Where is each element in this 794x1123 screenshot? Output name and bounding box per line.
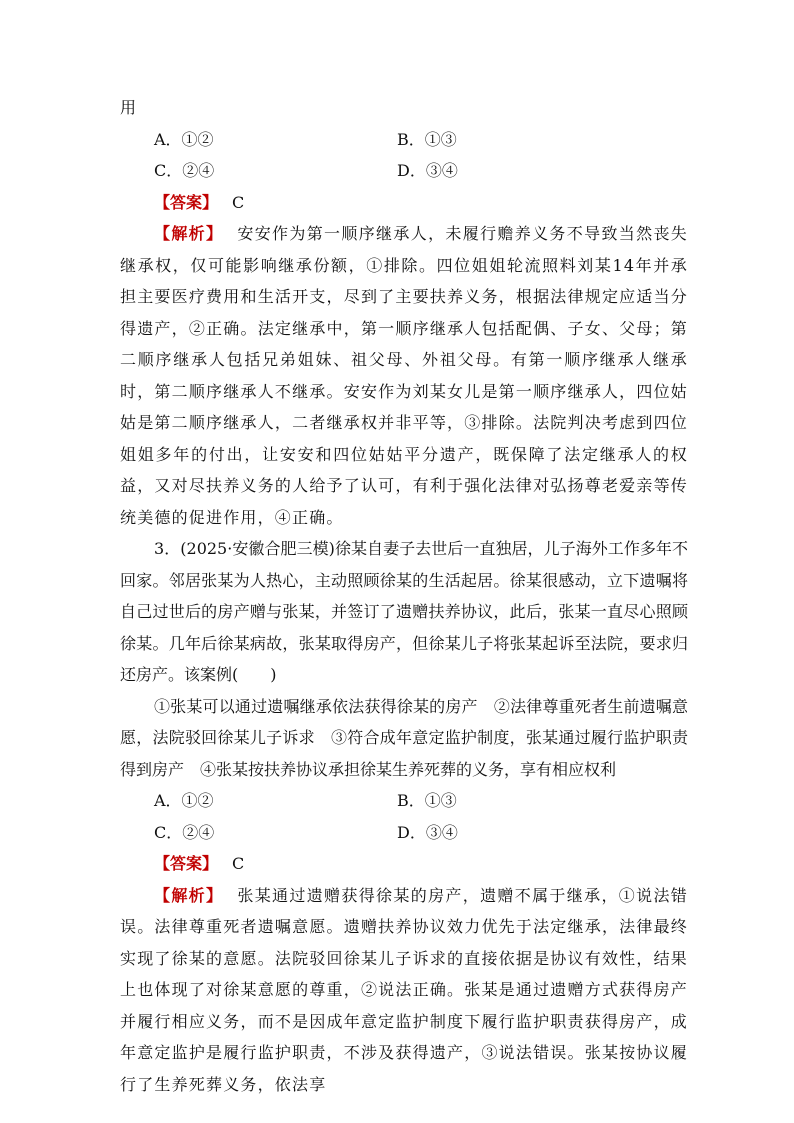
q3-explain-tag: 【解析】 <box>154 885 224 905</box>
q2-option-b: B．①③ <box>397 129 457 149</box>
q3-stem: 3．(2025·安徽合肥三模)徐某自妻子去世后一直独居，儿子海外工作多年不回家。邻居张某为人热心，主动照顾徐某的生活起居。徐某很感动，立下遗嘱将自己过世后的房产赠与张某，并签订了遗赠扶养协议，此后，张某一直尽心照顾徐某。几年后徐某病故，张某取得房产，但徐某儿子将张某起诉至法院，要求归还房产。该案例( ) <box>120 539 688 684</box>
q3-option-c: C．②④ <box>154 822 215 842</box>
q2-options-row-1 <box>120 124 688 156</box>
q2-explain-tag: 【解析】 <box>154 224 224 243</box>
q2-explanation-text: 安安作为第一顺序继承人，未履行赡养义务不导致当然丧失继承权，仅可能影响继承份额，①排除。四位姐姐轮流照料刘某14年并承担主要医疗费用和生活开支，尽到了主要扶养义务，根据法律规定应适当分得遗产，②正确。法定继承中，第一顺序继承人包括配偶、子女、父母；第二顺序继承人包括兄弟姐妹、祖父母、外祖父母。有第一顺序继承人继承时，第二顺序继承人不继承。安安作为刘某女儿是第一顺序继承人，四位姑姑是第二顺序继承人，二者继承权并非平等，③排除。法院判决考虑到四位姐姐多年的付出，让安安和四位姑姑平分遗产，既保障了法定继承人的权益，又对尽扶养义务的人给予了认可，有利于强化法律对弘扬尊老爱亲等传统美德的促进作用，④正确。 <box>120 224 688 527</box>
q3-statements: ①张某可以通过遗嘱继承依法获得徐某的房产 ②法律尊重死者生前遗嘱意愿，法院驳回徐某儿子诉求 ③符合成年意定监护制度，张某通过履行监护职责得到房产 ④张某按扶养协议承担徐某生养死葬的义务，享有相应权利 <box>120 696 688 779</box>
q3-explanation-text: 张某通过遗赠获得徐某的房产，遗赠不属于继承，①说法错误。法律尊重死者遗嘱意愿。遗赠扶养协议效力优先于法定继承，法律最终实现了徐某的意愿。法院驳回徐某儿子诉求的直接依据是协议有效性，结果上也体现了对徐某意愿的尊重，②说法正确。张某是通过遗赠方式获得房产并履行相应义务，而不是因成年意定监护制度下履行监护职责获得房产，成年意定监护是履行监护职责，不涉及获得遗产，③说法错误。张某按协议履行了生养死葬义务，依法享 <box>120 885 688 1094</box>
q2-explanation <box>120 218 688 533</box>
q3-option-d: D．③④ <box>397 822 458 842</box>
q2-answer-tag: 【答案】 <box>154 192 219 212</box>
q3-answer <box>120 848 688 880</box>
q2-option-d: D．③④ <box>397 161 458 180</box>
q2-option-a: A．①② <box>154 129 214 149</box>
q3-options-row-2 <box>120 817 688 849</box>
document-body <box>120 92 688 1100</box>
q2-options-row-2 <box>120 155 688 187</box>
q2-option-c: C．②④ <box>154 161 215 180</box>
q3-answer-value: C <box>232 854 245 873</box>
q2-stem-tail: 用 <box>120 98 137 117</box>
q3-options-row-1 <box>120 785 688 817</box>
q3-option-b: B．①③ <box>397 791 457 810</box>
q2-answer <box>120 187 688 219</box>
q3-explanation <box>120 880 688 1101</box>
q2-answer-value: C <box>232 192 245 212</box>
q3-answer-tag: 【答案】 <box>154 854 219 873</box>
q3-option-a: A．①② <box>154 791 214 810</box>
